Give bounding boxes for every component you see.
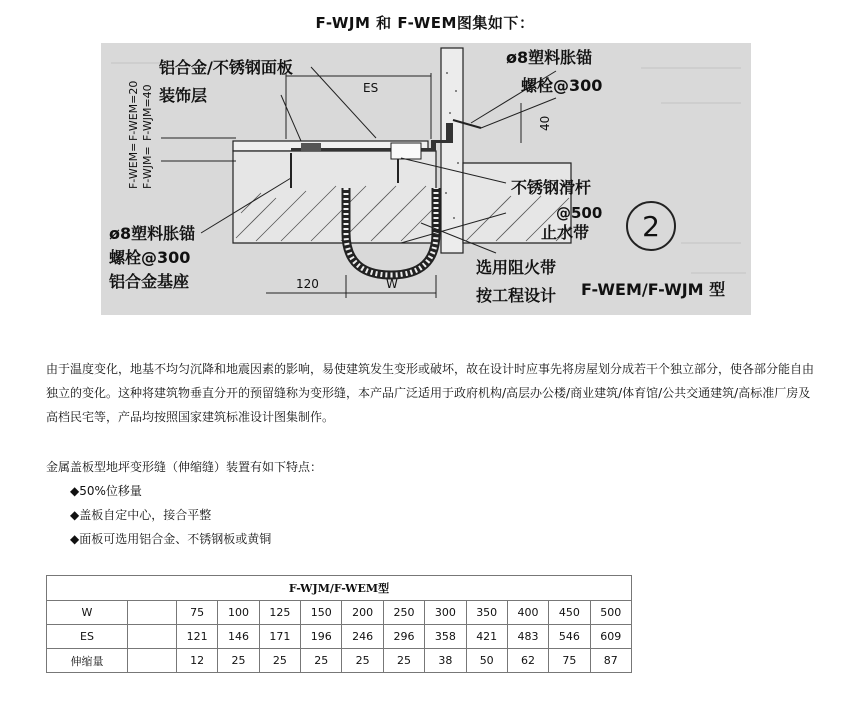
table-cell: 121	[177, 625, 218, 649]
label-wjm40: F-WJM=40	[141, 84, 154, 141]
label-fire: 选用阻火带	[476, 258, 557, 277]
label-rod: 不锈钢滑杆	[511, 178, 592, 197]
table-cell: 246	[342, 625, 383, 649]
table-cell: 75	[549, 649, 590, 673]
table-cell: 200	[342, 601, 383, 625]
table-cell: 400	[507, 601, 548, 625]
label-dim-40: 40	[538, 115, 552, 131]
table-row	[47, 601, 632, 625]
table-cell: 171	[259, 625, 300, 649]
table-cell: 25	[259, 649, 300, 673]
table-cell: 350	[466, 601, 507, 625]
table-cell: 12	[177, 649, 218, 673]
label-wjm: F-WJM=	[141, 146, 154, 189]
row-label: ES	[47, 625, 128, 649]
label-model: F-WEM/F-WJM 型	[581, 280, 726, 299]
features-list	[70, 479, 271, 551]
table-cell: 150	[301, 601, 342, 625]
label-waterstop: 止水带	[541, 223, 590, 242]
label-bolt-top: 螺栓@300	[521, 76, 603, 95]
table-caption-row	[47, 576, 632, 601]
table-cell: 75	[177, 601, 218, 625]
table-cell: 25	[342, 649, 383, 673]
label-bolt-bottom: 螺栓@300	[109, 248, 191, 267]
table-cell: 196	[301, 625, 342, 649]
table-cell: 87	[590, 649, 631, 673]
spec-table	[46, 575, 632, 673]
description-paragraph: 由于温度变化，地基不均匀沉降和地震因素的影响，易使建筑发生变形或破坏，故在设计时应事先将房屋划分成若干个独立部分，使各部分能自由独立的变化。这种将建筑物垂直分开的预留缝称为变形缝，本产品广泛适用于政府机构/高层办公楼/商业建筑/体育馆/公共交通建筑/高标准厂房及高档民宅等，产品均按照国家建筑标准设计图集制作。	[46, 362, 815, 424]
table-cell: 100	[218, 601, 259, 625]
label-dim-120: 120	[296, 277, 319, 291]
right-wall	[441, 48, 463, 253]
callout-number: 2	[642, 210, 660, 243]
row-label: W	[47, 601, 128, 625]
feature-item: ◆盖板自定中心，接合平整	[70, 508, 212, 522]
table-cell: 62	[507, 649, 548, 673]
table-cell: 421	[466, 625, 507, 649]
feature-item: ◆50%位移量	[70, 484, 142, 498]
table-cell: 250	[383, 601, 424, 625]
label-anchor-top: ø8塑料胀锚	[506, 48, 593, 67]
table-row	[47, 625, 632, 649]
label-wem20: F-WEM=20	[127, 80, 140, 141]
table-cell: 38	[425, 649, 466, 673]
table-cell: 50	[466, 649, 507, 673]
table-cell: 25	[301, 649, 342, 673]
table-cell: 25	[218, 649, 259, 673]
empty-cell	[128, 625, 177, 649]
label-panel: 铝合金/不锈钢面板	[159, 58, 293, 77]
label-finish: 装饰层	[159, 86, 208, 105]
feature-item: ◆面板可选用铝合金、不锈钢板或黄铜	[70, 532, 272, 546]
label-rod-spacing: @500	[556, 204, 603, 222]
table-cell: 300	[425, 601, 466, 625]
label-base: 铝合金基座	[109, 272, 190, 291]
label-wem: F-WEM=	[127, 142, 140, 189]
table-cell: 500	[590, 601, 631, 625]
table-caption: F-WJM/F-WEM型	[47, 576, 632, 601]
table-cell: 146	[218, 625, 259, 649]
table-cell: 450	[549, 601, 590, 625]
row-label: 伸缩量	[47, 649, 128, 673]
table-row	[47, 649, 632, 673]
table-cell: 483	[507, 625, 548, 649]
empty-cell	[128, 649, 177, 673]
label-w: W	[386, 277, 398, 291]
table-cell: 609	[590, 625, 631, 649]
table-cell: 25	[383, 649, 424, 673]
table-cell: 125	[259, 601, 300, 625]
table-cell: 296	[383, 625, 424, 649]
table-cell: 546	[549, 625, 590, 649]
table-cell: 358	[425, 625, 466, 649]
page-title: F-WJM 和 F-WEM图集如下：	[315, 14, 535, 32]
empty-cell	[128, 601, 177, 625]
label-anchor-bottom: ø8塑料胀锚	[109, 224, 196, 243]
left-slab	[233, 151, 436, 243]
technical-drawing	[101, 43, 751, 315]
base-seat	[301, 143, 321, 151]
label-design: 按工程设计	[476, 286, 557, 305]
slide-block	[391, 143, 421, 159]
drawing-svg	[101, 43, 751, 315]
features-intro: 金属盖板型地坪变形缝（伸缩缝）装置有如下特点：	[46, 460, 323, 474]
label-es: ES	[363, 81, 379, 95]
